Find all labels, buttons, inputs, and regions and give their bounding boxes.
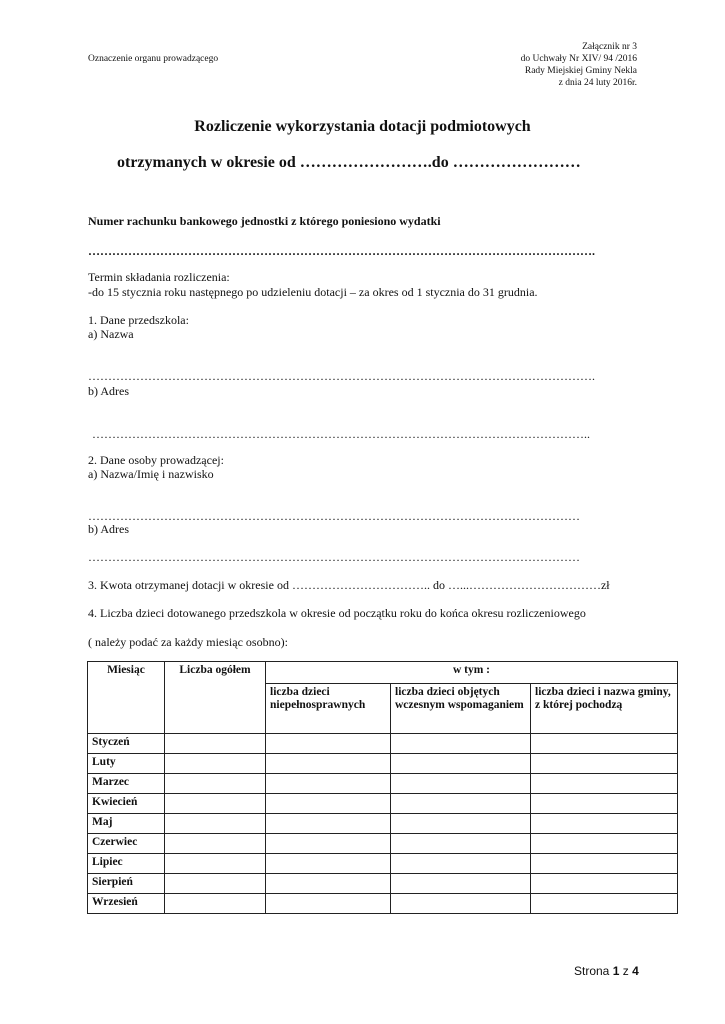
disabled-cell[interactable] — [266, 754, 391, 774]
attachment-line-1: Załącznik nr 3 — [582, 42, 637, 52]
operator-address-dots[interactable]: …………………………………………………………………………………………………………… — [88, 550, 580, 564]
deadline-text: -do 15 stycznia roku następnego po udzieleniu dotacji – za okres od 1 stycznia do 31 grudnia. — [88, 285, 538, 299]
table-row — [88, 814, 678, 834]
total-cell[interactable] — [165, 834, 266, 854]
operator-address-label: b) Adres — [88, 522, 129, 536]
disabled-cell[interactable] — [266, 774, 391, 794]
municipality-cell[interactable] — [531, 794, 678, 814]
month-cell: Kwiecień — [88, 794, 165, 814]
municipality-cell[interactable] — [531, 854, 678, 874]
deadline-label: Termin składania rozliczenia: — [88, 270, 230, 284]
municipality-cell[interactable] — [531, 874, 678, 894]
early-support-cell[interactable] — [391, 794, 531, 814]
disabled-cell[interactable] — [266, 814, 391, 834]
early-support-cell[interactable] — [391, 894, 531, 914]
total-cell[interactable] — [165, 774, 266, 794]
total-cell[interactable] — [165, 754, 266, 774]
month-cell: Styczeń — [88, 734, 165, 754]
total-cell[interactable] — [165, 734, 266, 754]
children-count-note: ( należy podać za każdy miesiąc osobno): — [88, 635, 288, 649]
page-of-word: z — [622, 964, 629, 978]
disabled-cell[interactable] — [266, 834, 391, 854]
attachment-line-2: do Uchwały Nr XIV/ 94 /2016 — [520, 54, 637, 64]
municipality-cell[interactable] — [531, 734, 678, 754]
month-cell: Maj — [88, 814, 165, 834]
subsidy-amount-line[interactable]: 3. Kwota otrzymanej dotacji w okresie od …………………………….. do …...……………………………zł — [88, 578, 610, 592]
bank-account-dots[interactable]: ………………………………………………………………………………………………………………. — [88, 244, 595, 258]
month-cell: Luty — [88, 754, 165, 774]
children-count-heading: 4. Liczba dzieci dotowanego przedszkola w okresie od początku roku do końca okresu rozliczeniowego — [88, 606, 586, 620]
organ-label: Oznaczenie organu prowadzącego — [88, 54, 219, 64]
document-subtitle: otrzymanych w okresie od …………………….do …………………… — [117, 154, 581, 171]
total-cell[interactable] — [165, 794, 266, 814]
month-cell: Marzec — [88, 774, 165, 794]
table-row — [88, 754, 678, 774]
bank-account-label: Numer rachunku bankowego jednostki z którego poniesiono wydatki — [88, 214, 441, 228]
disabled-cell[interactable] — [266, 854, 391, 874]
table-row — [88, 874, 678, 894]
month-cell: Wrzesień — [88, 894, 165, 914]
month-cell: Czerwiec — [88, 834, 165, 854]
month-cell: Sierpień — [88, 874, 165, 894]
operator-name-label: a) Nazwa/Imię i nazwisko — [88, 467, 214, 481]
total-cell[interactable] — [165, 814, 266, 834]
municipality-cell[interactable] — [531, 834, 678, 854]
kindergarten-address-dots[interactable]: …………………………………………………………………………………………………………….. — [92, 427, 590, 441]
header-disabled-children: liczba dzieci niepełnosprawnych — [266, 684, 391, 734]
disabled-cell[interactable] — [266, 894, 391, 914]
municipality-cell[interactable] — [531, 814, 678, 834]
municipality-cell[interactable] — [531, 774, 678, 794]
header-early-support-children: liczba dzieci objętych wczesnym wspomaganiem — [391, 684, 531, 734]
table-row — [88, 854, 678, 874]
disabled-cell[interactable] — [266, 734, 391, 754]
early-support-cell[interactable] — [391, 734, 531, 754]
total-cell[interactable] — [165, 854, 266, 874]
page-number — [574, 964, 639, 978]
early-support-cell[interactable] — [391, 854, 531, 874]
page-current: 1 — [612, 964, 620, 978]
monthly-children-table — [87, 661, 678, 914]
table-row — [88, 794, 678, 814]
table-row — [88, 734, 678, 754]
header-total: Liczba ogółem — [165, 662, 266, 734]
early-support-cell[interactable] — [391, 874, 531, 894]
disabled-cell[interactable] — [266, 794, 391, 814]
total-cell[interactable] — [165, 874, 266, 894]
document-title: Rozliczenie wykorzystania dotacji podmiotowych — [194, 118, 531, 135]
disabled-cell[interactable] — [266, 874, 391, 894]
kindergarten-address-label: b) Adres — [88, 384, 129, 398]
attachment-line-3: Rady Miejskiej Gminy Nekla — [524, 66, 637, 76]
section1-heading: 1. Dane przedszkola: — [88, 313, 189, 327]
table-row — [88, 774, 678, 794]
header-children-municipality: liczba dzieci i nazwa gminy, z której pochodzą — [531, 684, 678, 734]
early-support-cell[interactable] — [391, 814, 531, 834]
total-cell[interactable] — [165, 894, 266, 914]
page-total: 4 — [632, 964, 639, 978]
operator-name-dots[interactable]: …………………………………………………………………………………………………………… — [88, 509, 580, 523]
table-row — [88, 834, 678, 854]
early-support-cell[interactable] — [391, 754, 531, 774]
table-row — [88, 894, 678, 914]
section2-heading: 2. Dane osoby prowadzącej: — [88, 453, 224, 467]
municipality-cell[interactable] — [531, 754, 678, 774]
municipality-cell[interactable] — [531, 894, 678, 914]
attachment-line-4: z dnia 24 luty 2016r. — [558, 78, 637, 88]
month-cell: Lipiec — [88, 854, 165, 874]
header-including: w tym : — [266, 662, 678, 684]
kindergarten-name-dots[interactable]: ………………………………………………………………………………………………………………. — [88, 369, 595, 383]
page-word: Strona — [574, 964, 610, 978]
kindergarten-name-label: a) Nazwa — [88, 327, 134, 341]
header-month: Miesiąc — [88, 662, 165, 734]
early-support-cell[interactable] — [391, 774, 531, 794]
early-support-cell[interactable] — [391, 834, 531, 854]
